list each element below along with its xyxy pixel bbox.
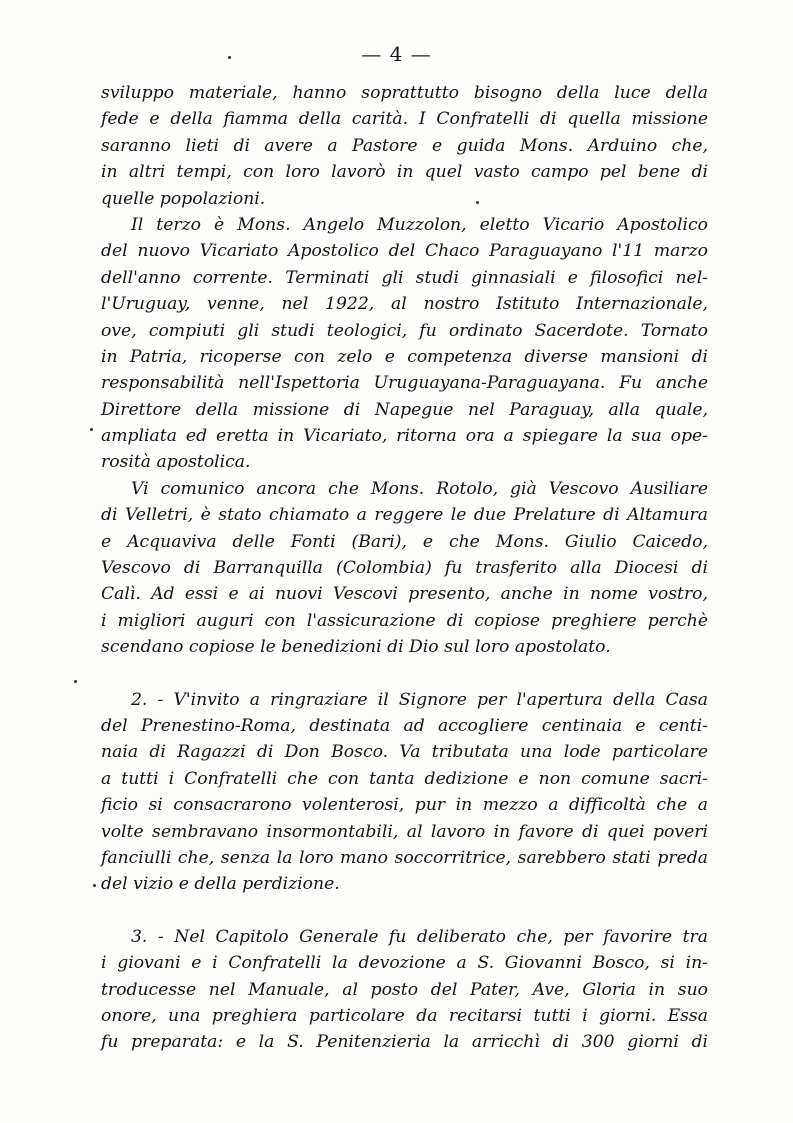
text-line: fanciulli che, senza la loro mano soccorritrice, sarebbero stati preda <box>101 847 708 868</box>
text-line: Vescovo di Barranquilla (Colombia) fu trasferito alla Diocesi di <box>101 558 708 579</box>
print-speck <box>93 884 96 887</box>
text-line: Direttore della missione di Napegue nel Paraguay, alla quale, <box>101 399 708 420</box>
text-line: sviluppo materiale, hanno soprattutto bisogno della luce della <box>101 83 708 103</box>
section-2-paragraph <box>101 687 708 898</box>
text-line: troducesse nel Manuale, al posto del Pater, Ave, Gloria in suo <box>101 979 708 1000</box>
text-line: ove, compiuti gli studi teologici, fu ordinato Sacerdote. Tornato <box>101 320 708 341</box>
section-gap <box>101 898 708 924</box>
page-number: — 4 — <box>361 42 432 66</box>
text-line: i giovani e i Confratelli la devozione a S. Giovanni Bosco, si in- <box>101 953 708 974</box>
text-line: rosità apostolica. <box>101 452 251 473</box>
print-speck <box>476 201 479 204</box>
print-speck <box>228 56 231 59</box>
text-line: a tutti i Confratelli che con tanta dedizione e non comune sacri- <box>101 768 708 789</box>
text-line: i migliori auguri con l'assicurazione di copiose preghiere perchè <box>101 610 708 631</box>
print-speck <box>90 428 93 431</box>
text-line: ampliata ed eretta in Vicariato, ritorna ora a spiegare la sua ope- <box>101 426 708 447</box>
text-line: ficio si consacrarono volenterosi, pur in mezzo a difficoltà che a <box>101 795 708 816</box>
text-line: onore, una preghiera particolare da recitarsi tutti i giorni. Essa <box>101 1005 708 1026</box>
text-line: fu preparata: e la S. Penitenzieria la arricchì di 300 giorni di <box>101 1032 708 1053</box>
section-3-paragraph <box>101 924 708 1056</box>
text-line: 3. - Nel Capitolo Generale fu deliberato che, per favorire tra <box>131 926 708 947</box>
text-line: del Prenestino-Roma, destinata ad accogliere centinaia e centi- <box>101 715 708 736</box>
section-gap <box>101 661 708 687</box>
paragraph-bishops <box>101 476 708 661</box>
text-line: dell'anno corrente. Terminati gli studi ginnasiali e filosofici nel- <box>101 267 708 288</box>
text-line: Il terzo è Mons. Angelo Muzzolon, eletto Vicario Apostolico <box>131 214 708 235</box>
text-line: l'Uruguay, venne, nel 1922, al nostro Istituto Internazionale, <box>101 294 708 315</box>
text-line: scendano copiose le benedizioni di Dio sul loro apostolato. <box>101 637 611 658</box>
text-line: saranno lieti di avere a Pastore e guida Mons. Arduino che, <box>101 135 708 156</box>
paragraph-muzzolon <box>101 212 708 476</box>
text-line: del vizio e della perdizione. <box>101 874 340 895</box>
paragraph-continuation <box>101 80 708 212</box>
text-line: volte sembravano insormontabili, al lavoro in favore di quei poveri <box>101 821 708 842</box>
text-line: naia di Ragazzi di Don Bosco. Va tributata una lode particolare <box>101 742 708 763</box>
text-line: 2. - V'invito a ringraziare il Signore per l'apertura della Casa <box>131 689 708 710</box>
text-line: quelle popolazioni. <box>101 188 266 209</box>
text-line: responsabilità nell'Ispettoria Uruguayana-Paraguayana. Fu anche <box>101 373 708 394</box>
text-line: fede e della fiamma della carità. I Confratelli di quella missione <box>101 109 708 130</box>
print-speck <box>74 680 77 683</box>
text-line: del nuovo Vicariato Apostolico del Chaco Paraguayano l'11 marzo <box>101 241 708 262</box>
body-text <box>101 80 708 1056</box>
text-line: Calì. Ad essi e ai nuovi Vescovi presento, anche in nome vostro, <box>101 584 708 605</box>
text-line: in Patria, ricoperse con zelo e competenza diverse mansioni di <box>101 346 708 367</box>
text-line: Vi comunico ancora che Mons. Rotolo, già Vescovo Ausiliare <box>131 478 708 499</box>
text-line: e Acquaviva delle Fonti (Bari), e che Mons. Giulio Caicedo, <box>101 531 708 552</box>
text-line: in altri tempi, con loro lavorò in quel vasto campo pel bene di <box>101 162 708 183</box>
text-line: di Velletri, è stato chiamato a reggere le due Prelature di Altamura <box>101 505 708 526</box>
